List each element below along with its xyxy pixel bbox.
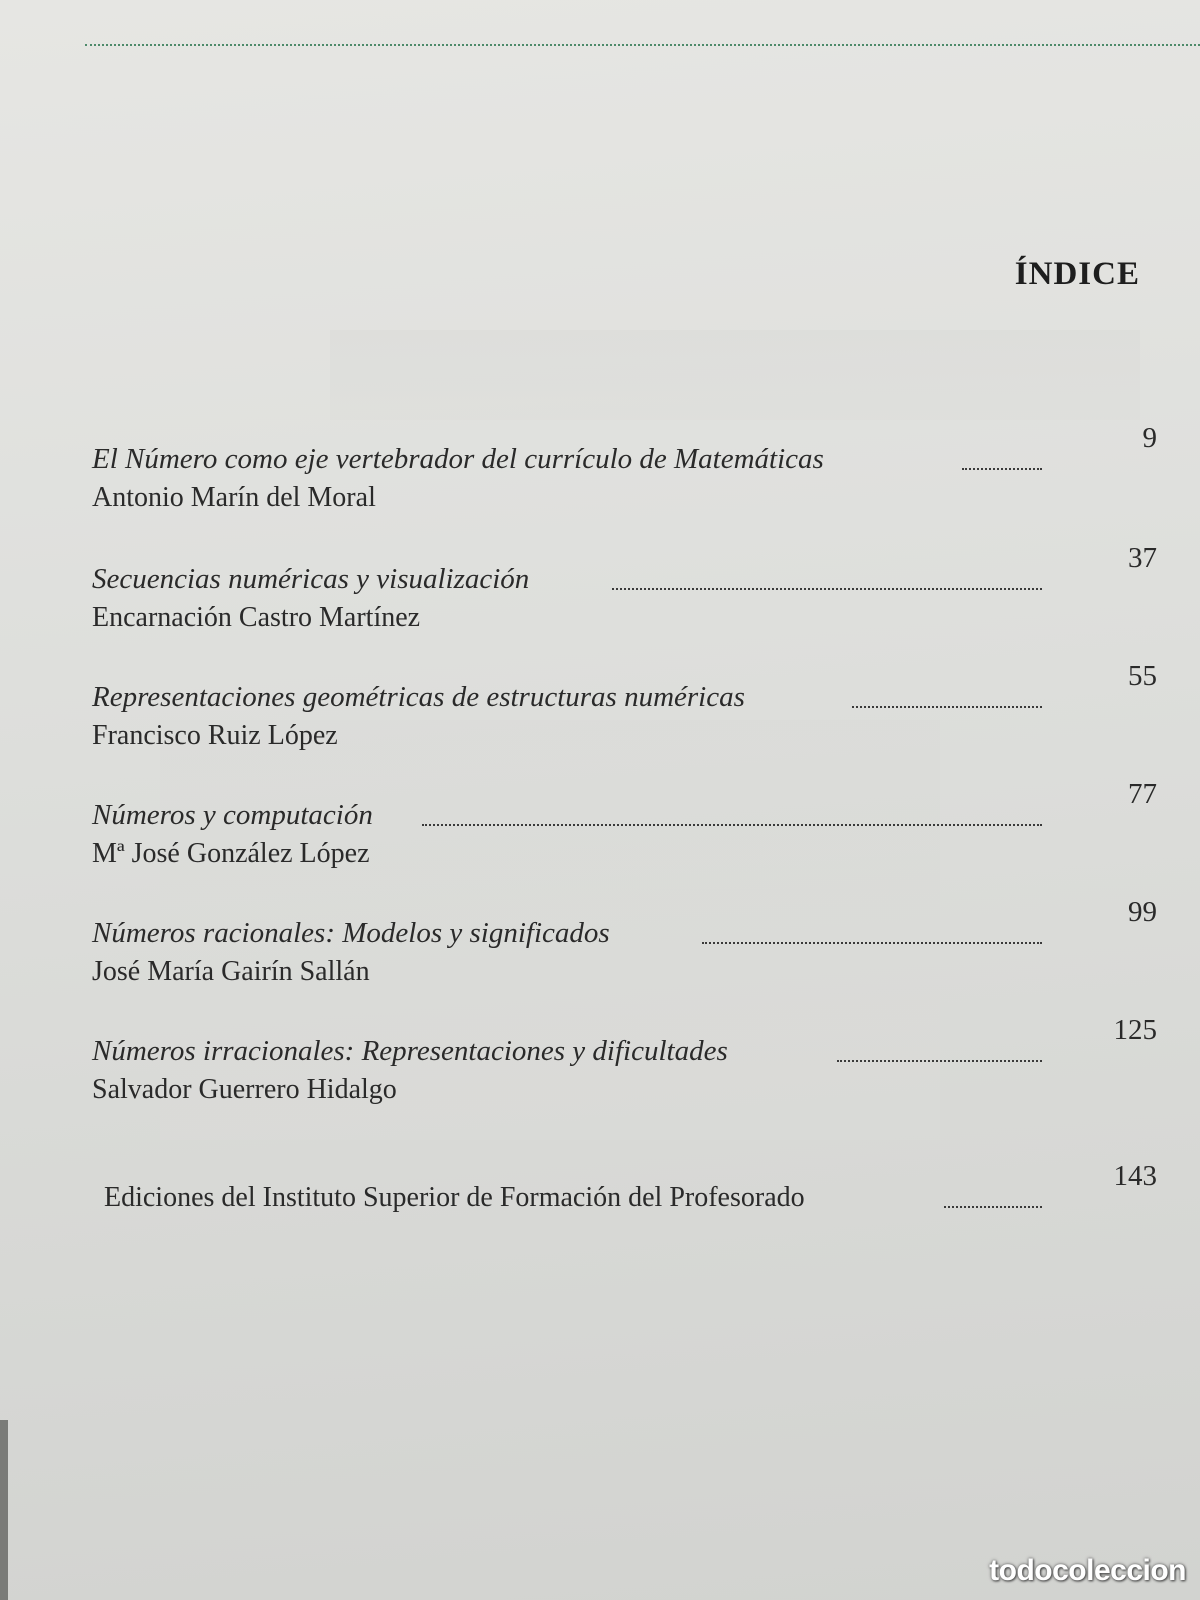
entry-author: Encarnación Castro Martínez — [92, 602, 421, 633]
entry-page-number: 9 — [1142, 422, 1157, 454]
dot-leader — [852, 706, 1042, 708]
entry-author: Mª José González López — [92, 838, 370, 869]
entry-page-number: 99 — [1128, 896, 1157, 928]
entry-title: Números racionales: Modelos y significados — [92, 917, 610, 949]
toc-entry — [92, 1014, 1157, 1106]
dot-leader — [702, 942, 1042, 944]
toc-entry — [92, 778, 1157, 870]
entry-author: Salvador Guerrero Hidalgo — [92, 1074, 397, 1105]
entry-title: El Número como eje vertebrador del currículo de Matemáticas — [92, 443, 824, 475]
entry-author: Francisco Ruiz López — [92, 720, 338, 751]
toc-entry-final — [104, 1160, 1157, 1218]
page-edge-shadow — [0, 1420, 8, 1600]
entry-title: Números y computación — [92, 799, 373, 831]
entry-author: José María Gairín Sallán — [92, 956, 370, 987]
entry-title: Ediciones del Instituto Superior de Formación del Profesorado — [104, 1182, 805, 1213]
dot-leader — [612, 588, 1042, 590]
entry-title: Secuencias numéricas y visualización — [92, 563, 530, 595]
toc-entry — [92, 542, 1157, 634]
entry-page-number: 143 — [1113, 1160, 1157, 1192]
dot-leader — [422, 824, 1042, 826]
dot-leader — [962, 468, 1042, 470]
dot-leader — [944, 1206, 1042, 1208]
entry-page-number: 77 — [1128, 778, 1157, 810]
entry-author: Antonio Marín del Moral — [92, 482, 376, 513]
entry-page-number: 125 — [1113, 1014, 1157, 1046]
page-title: ÍNDICE — [1014, 256, 1140, 292]
show-through-block — [330, 330, 1140, 420]
dot-leader — [837, 1060, 1042, 1062]
entry-page-number: 55 — [1128, 660, 1157, 692]
toc-entry — [92, 660, 1157, 752]
toc-entry — [92, 422, 1157, 514]
watermark: todocoleccion — [989, 1554, 1186, 1587]
entry-title: Números irracionales: Representaciones y dificultades — [92, 1035, 728, 1067]
entry-page-number: 37 — [1128, 542, 1157, 574]
top-dotted-rule — [85, 44, 1200, 46]
toc-entry — [92, 896, 1157, 988]
entry-title: Representaciones geométricas de estructuras numéricas — [92, 681, 745, 713]
